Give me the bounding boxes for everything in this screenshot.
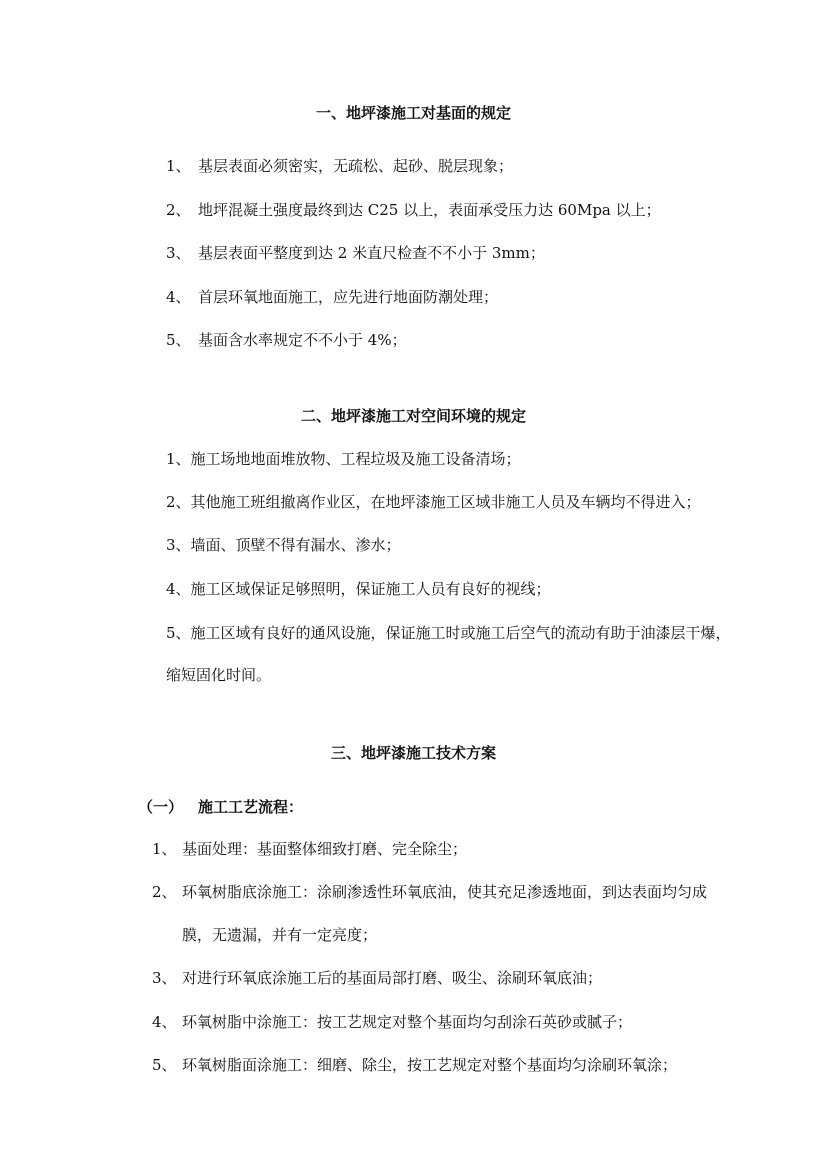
section1-title: 一、地坪漆施工对基面的规定	[315, 104, 511, 122]
subsection-number: （一）	[138, 798, 184, 816]
section2-item: 5、施工区域有良好的通风设施，保证施工时或施工后空气的流动有助于油漆层干爆，	[166, 624, 731, 642]
item-text: 首层环氧地面施工，应先进行地面防潮处理；	[198, 288, 499, 306]
section3-item	[152, 968, 602, 988]
section3-item	[152, 839, 467, 859]
section1-item	[166, 243, 545, 263]
section1-item	[166, 330, 407, 350]
section2-item: 1、施工场地地面堆放物、工程垃圾及施工设备清场；	[166, 450, 521, 468]
section3-item	[152, 1055, 677, 1075]
section2-item: 3、墙面、顶壁不得有漏水、渗水；	[166, 536, 401, 554]
section3-item	[152, 1012, 632, 1032]
item-text: 环氧树脂中涂施工：按工艺规定对整个基面均匀刮涂石英砂或腻子；	[182, 1013, 633, 1031]
item-number: 5、	[152, 1056, 177, 1074]
section1-item	[166, 200, 661, 220]
item-number: 4、	[152, 1013, 177, 1031]
item-number: 4、	[166, 288, 191, 306]
section3-title: 三、地坪漆施工技术方案	[330, 744, 496, 762]
item-text: 对进行环氧底涂施工后的基面局部打磨、吸尘、涂刷环氧底油；	[182, 969, 603, 987]
item-number: 2、	[152, 883, 177, 901]
item-number: 5、	[166, 331, 191, 349]
item-number: 1、	[166, 157, 191, 175]
subsection-title: 施工工艺流程：	[198, 798, 304, 816]
item-text: 地坪混凝土强度最终到达 C25 以上，表面承受压力达 60Mpa 以上；	[198, 201, 661, 219]
section3-item-continued	[152, 925, 377, 945]
item-number: 3、	[166, 244, 191, 262]
section2-title: 二、地坪漆施工对空间环境的规定	[300, 407, 526, 425]
item-number: 2、	[166, 201, 191, 219]
section2-item: 缩短固化时间。	[166, 666, 272, 684]
item-text: 环氧树脂底涂施工：涂刷渗透性环氧底油，使其充足渗透地面，到达表面均匀成	[182, 883, 708, 901]
item-text: 基层表面必须密实，无疏松、起砂、脱层现象；	[198, 157, 514, 175]
item-text: 环氧树脂面涂施工：细磨、除尘，按工艺规定对整个基面均匀涂刷环氧涂；	[182, 1056, 678, 1074]
item-number: 3、	[152, 969, 177, 987]
item-number: 1、	[152, 840, 177, 858]
section2-item: 4、施工区域保证足够照明，保证施工人员有良好的视线；	[166, 580, 551, 598]
item-text: 膜，无遗漏，并有一定亮度；	[182, 926, 378, 944]
item-text: 基面处理：基面整体细致打磨、完全除尘；	[182, 840, 468, 858]
section2-item: 2、其他施工班组撤离作业区，在地坪漆施工区域非施工人员及车辆均不得进入；	[166, 493, 701, 511]
section3-item	[152, 882, 707, 902]
section1-item	[166, 156, 513, 176]
item-text: 基层表面平整度到达 2 米直尺检查不不小于 3mm；	[198, 244, 545, 262]
section1-item	[166, 287, 498, 307]
item-text: 基面含水率规定不不小于 4%；	[198, 331, 407, 349]
